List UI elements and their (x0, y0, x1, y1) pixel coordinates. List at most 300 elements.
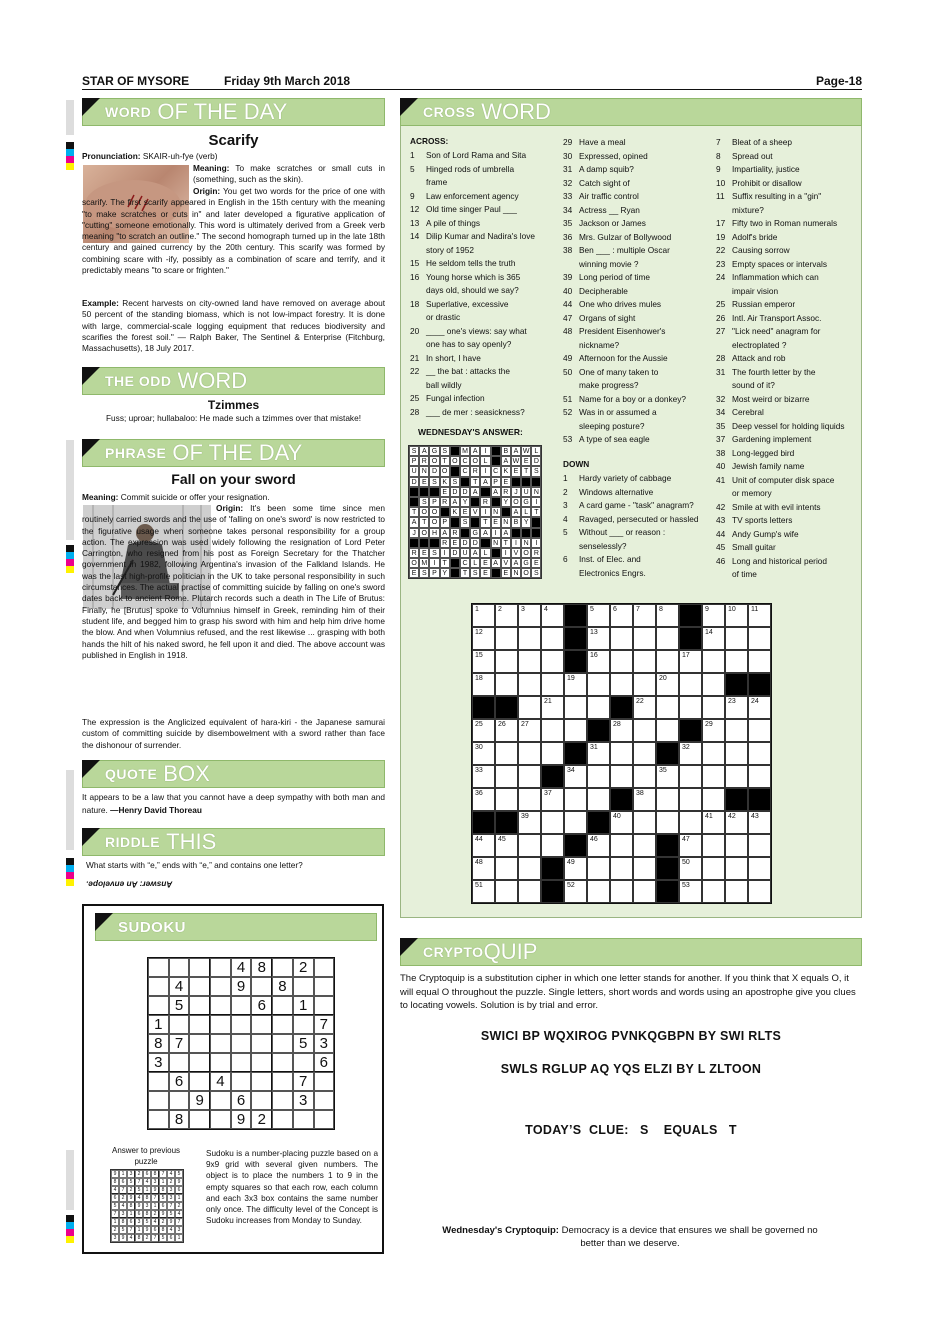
crossword-cell[interactable]: 28 (610, 719, 633, 742)
crossword-cell[interactable] (610, 650, 633, 673)
crossword-cell[interactable] (518, 788, 541, 811)
crossword-cell[interactable]: 48 (472, 857, 495, 880)
sudoku-cell[interactable] (251, 977, 272, 996)
answer-cell: I (511, 538, 521, 548)
clue-text: Expressed, opined (579, 150, 648, 161)
clue-text: Cerebral (732, 407, 764, 417)
sudoku-cell[interactable] (272, 1034, 293, 1053)
black-square (679, 719, 702, 742)
clue-number: 23 (716, 258, 726, 269)
sudoku-cell: 4 (210, 1072, 231, 1091)
black-square (748, 788, 771, 811)
sudoku-cell[interactable] (210, 1053, 231, 1072)
header-big: THIS (166, 829, 217, 854)
sudoku-cell[interactable] (251, 1034, 272, 1053)
clue-row (563, 298, 713, 312)
crossword-cell[interactable] (495, 673, 518, 696)
crossword-cell[interactable] (587, 673, 610, 696)
crossword-cell[interactable]: 21 (541, 696, 564, 719)
crossword-cell[interactable]: 40 (610, 811, 633, 834)
paper-name: STAR OF MYSORE (82, 74, 190, 88)
clue-number (563, 339, 579, 353)
crossword-cell[interactable] (610, 834, 633, 857)
crossword-cell[interactable] (541, 811, 564, 834)
crossword-cell[interactable] (541, 742, 564, 765)
clue-row (716, 312, 858, 326)
clue-row (716, 163, 858, 177)
crossword-cell[interactable] (702, 742, 725, 765)
crossword-cell[interactable]: 53 (679, 880, 702, 903)
answer-cell: R (419, 456, 429, 466)
black-square (470, 497, 480, 507)
crossword-cell[interactable] (679, 811, 702, 834)
crossword-cell[interactable] (656, 719, 679, 742)
crossword-cell[interactable] (748, 742, 771, 765)
crossword-cell[interactable]: 38 (633, 788, 656, 811)
phrase-title: Fall on your sword (171, 471, 296, 487)
crossword-cell[interactable] (495, 627, 518, 650)
answer-cell: O (429, 507, 439, 517)
prev-sudoku-grid (110, 1169, 184, 1243)
sudoku-cell[interactable] (314, 996, 335, 1015)
crossword-cell[interactable]: 10 (725, 604, 748, 627)
clue-number (410, 379, 426, 393)
crossword-cell[interactable] (518, 857, 541, 880)
crossword-cell[interactable] (495, 650, 518, 673)
clue-number: 9 (716, 164, 721, 174)
sudoku-cell[interactable] (231, 1015, 252, 1034)
crossword-cell[interactable] (633, 673, 656, 696)
clue-number (563, 540, 579, 554)
crossword-cell[interactable] (518, 650, 541, 673)
sudoku-cell[interactable] (210, 1110, 231, 1129)
header-big: WORD (177, 368, 248, 393)
crossword-cell[interactable] (495, 880, 518, 903)
sudoku-cell[interactable] (148, 1091, 169, 1110)
sudoku-cell[interactable] (148, 1110, 169, 1129)
clue-text: one has to say openly? (426, 339, 512, 349)
clue-row (563, 150, 713, 164)
crossword-cell[interactable]: 34 (564, 765, 587, 788)
crossword-cell[interactable] (748, 834, 771, 857)
crossword-cell[interactable] (518, 834, 541, 857)
answer-cell: E (501, 477, 511, 487)
crossword-cell[interactable]: 16 (587, 650, 610, 673)
clue-row (410, 311, 560, 325)
sudoku-cell[interactable] (189, 1034, 210, 1053)
sudoku-cell[interactable] (189, 958, 210, 977)
answer-cell: E (460, 507, 470, 517)
clue-text: ball wildly (426, 379, 462, 390)
crossword-cell[interactable] (587, 765, 610, 788)
crossword-cell[interactable]: 45 (495, 834, 518, 857)
crossword-cell[interactable]: 29 (702, 719, 725, 742)
crossword-cell[interactable] (518, 880, 541, 903)
crossword-cell[interactable]: 18 (472, 673, 495, 696)
origin-text: You get two words for the price of one with scarify. The first scarify appeared in English in the 15th century with the meaning "to make scratches or cuts in" and later developed a figurative application of "cutting" someone emotionally. This word is ultimately derived from a Greek verb meaning "to scratch an outline." The second homograph turned up in the late 18th century and gained currency by the 20th century. This scarify was formed by combining scare with -ify, possibly as a combination of scare and terrify, and it predictably means "to scare or frighten." (82, 186, 386, 276)
sudoku-cell[interactable] (272, 1072, 293, 1091)
crossword-cell[interactable] (587, 857, 610, 880)
answer-cell: E (531, 558, 541, 568)
crossword-cell[interactable]: 3 (518, 604, 541, 627)
crossword-cell[interactable]: 42 (725, 811, 748, 834)
crossword-cell[interactable] (679, 673, 702, 696)
riddle-question: What starts with “e,” ends with “e,” and contains one letter? (86, 860, 303, 870)
answer-cell: T (460, 568, 470, 578)
crossword-cell[interactable] (541, 834, 564, 857)
sudoku-cell[interactable] (148, 1072, 169, 1091)
clue-row (563, 352, 713, 366)
crossword-cell[interactable]: 50 (679, 857, 702, 880)
sudoku-cell[interactable] (272, 1015, 293, 1034)
crossword-cell[interactable] (748, 880, 771, 903)
crossword-cell[interactable] (725, 880, 748, 903)
crossword-cell[interactable] (748, 765, 771, 788)
answer-cell: O (521, 568, 531, 578)
prev-sudoku-cell: 4 (151, 1218, 159, 1226)
sudoku-cell[interactable] (251, 1053, 272, 1072)
clue-text: Unit of computer disk space (732, 474, 835, 485)
crossword-cell[interactable]: 17 (679, 650, 702, 673)
sudoku-cell[interactable] (210, 1015, 231, 1034)
black-square (495, 811, 518, 834)
sudoku-cell[interactable] (148, 977, 169, 996)
crossword-cell[interactable] (610, 627, 633, 650)
clue-number: 38 (716, 447, 726, 458)
sudoku-cell[interactable] (189, 1072, 210, 1091)
sudoku-cell[interactable] (251, 1091, 272, 1110)
crossword-cell[interactable] (725, 719, 748, 742)
crossword-cell[interactable]: 33 (472, 765, 495, 788)
crossword-cell[interactable]: 51 (472, 880, 495, 903)
crossword-cell[interactable]: 13 (587, 627, 610, 650)
clue-row (410, 203, 560, 217)
sudoku-cell[interactable] (272, 958, 293, 977)
prev-sudoku-cell: 1 (135, 1226, 143, 1234)
clue-row (563, 231, 713, 245)
crossword-cell[interactable] (748, 857, 771, 880)
clue-text: Inst. of Elec. and (579, 554, 641, 564)
crossword-cell[interactable] (564, 788, 587, 811)
crossword-cell[interactable]: 20 (656, 673, 679, 696)
sudoku-cell[interactable] (189, 996, 210, 1015)
clue-row (716, 190, 858, 204)
black-square (531, 528, 541, 538)
crossword-cell[interactable]: 32 (679, 742, 702, 765)
crossword-cell[interactable] (656, 811, 679, 834)
sudoku-cell[interactable] (148, 958, 169, 977)
black-square (531, 477, 541, 487)
sudoku-cell[interactable] (293, 977, 314, 996)
crossword-cell[interactable] (633, 834, 656, 857)
clue-text: Superlative, excessive (426, 298, 509, 309)
crossword-cell[interactable] (633, 765, 656, 788)
prev-sudoku-cell: 3 (119, 1210, 127, 1218)
black-square (419, 487, 429, 497)
crossword-cell[interactable] (610, 880, 633, 903)
crossword-cell[interactable]: 24 (748, 696, 771, 719)
crossword-cell[interactable] (518, 765, 541, 788)
crossword-cell[interactable] (656, 650, 679, 673)
crossword-cell[interactable] (610, 857, 633, 880)
crossword-cell[interactable] (610, 673, 633, 696)
answer-cell: O (470, 456, 480, 466)
black-square (472, 811, 495, 834)
crossword-cell[interactable] (633, 857, 656, 880)
clue-number: 34 (716, 407, 726, 417)
crossword-cell[interactable] (564, 811, 587, 834)
sudoku-cell[interactable] (231, 1034, 252, 1053)
crossword-cell[interactable] (633, 811, 656, 834)
crossword-cell[interactable] (748, 627, 771, 650)
crossword-cell[interactable] (656, 696, 679, 719)
color-marks (66, 142, 74, 170)
answer-cell: A (440, 528, 450, 538)
crossword-cell[interactable]: 49 (564, 857, 587, 880)
crossword-cell[interactable] (656, 627, 679, 650)
crossword-cell[interactable] (725, 834, 748, 857)
crossword-cell[interactable]: 19 (564, 673, 587, 696)
answer-cell: G (521, 558, 531, 568)
sudoku-cell[interactable] (231, 1072, 252, 1091)
crossword-cell[interactable]: 6 (610, 604, 633, 627)
sudoku-cell: 5 (169, 996, 190, 1015)
sudoku-cell[interactable] (293, 1015, 314, 1034)
prev-sudoku-cell: 7 (151, 1234, 159, 1242)
sudoku-cell[interactable] (189, 977, 210, 996)
clue-number (410, 284, 426, 298)
sudoku-cell[interactable] (251, 1015, 272, 1034)
crossword-cell[interactable] (702, 834, 725, 857)
crossword-cell[interactable]: 27 (518, 719, 541, 742)
crossword-cell[interactable]: 15 (472, 650, 495, 673)
crossword-cell[interactable]: 23 (725, 696, 748, 719)
sudoku-cell[interactable] (314, 958, 335, 977)
sudoku-description: Sudoku is a number-placing puzzle based on a 9x9 grid with several given numbers. The object is to place the numbers 1 to 9 in the empty squares so that each row, each column and each 3x3 box contains the same number only once. The difficulty level of the Concept is Sudoku increases from Monday to Sunday. (206, 1149, 378, 1226)
sudoku-cell[interactable] (231, 1053, 252, 1072)
clue-number: 34 (563, 204, 573, 215)
crossword-cell[interactable]: 22 (633, 696, 656, 719)
crossword-cell[interactable] (495, 742, 518, 765)
sudoku-cell[interactable] (210, 1034, 231, 1053)
crossword-cell[interactable] (702, 788, 725, 811)
crossword-cell[interactable] (679, 696, 702, 719)
clue-text: Impartiality, justice (732, 164, 800, 174)
answer-cell: O (419, 507, 429, 517)
crossword-cell[interactable] (495, 857, 518, 880)
crossword-cell[interactable] (587, 788, 610, 811)
black-square (460, 477, 470, 487)
crossword-cell[interactable] (633, 742, 656, 765)
sudoku-cell[interactable] (314, 1072, 335, 1091)
crossword-cell[interactable] (725, 650, 748, 673)
crossword-cell[interactable]: 14 (702, 627, 725, 650)
sudoku-cell[interactable] (189, 1110, 210, 1129)
black-square (725, 673, 748, 696)
crossword-cell[interactable]: 12 (472, 627, 495, 650)
crossword-cell[interactable] (633, 650, 656, 673)
answer-cell: T (521, 466, 531, 476)
phrase-meaning (82, 492, 385, 503)
crossword-cell[interactable]: 35 (656, 765, 679, 788)
sudoku-cell[interactable] (148, 996, 169, 1015)
black-square (610, 788, 633, 811)
crossword-cell[interactable] (495, 788, 518, 811)
sudoku-cell[interactable] (231, 996, 252, 1015)
crossword-cell[interactable] (518, 742, 541, 765)
clue-row (410, 190, 560, 204)
sudoku-cell[interactable] (189, 1015, 210, 1034)
answer-cell: G (429, 446, 439, 456)
clue-row (716, 231, 858, 245)
clue-text: frame (426, 177, 448, 187)
crossword-cell[interactable] (656, 788, 679, 811)
sudoku-cell[interactable] (210, 977, 231, 996)
crossword-cell[interactable]: 44 (472, 834, 495, 857)
crossword-cell[interactable]: 26 (495, 719, 518, 742)
prev-sudoku-cell: 9 (159, 1210, 167, 1218)
crossword-cell[interactable] (725, 765, 748, 788)
answer-cell: S (470, 568, 480, 578)
answer-cell: A (491, 487, 501, 497)
sudoku-cell[interactable] (314, 977, 335, 996)
crossword-cell[interactable] (702, 673, 725, 696)
crossword-cell[interactable] (610, 742, 633, 765)
crossword-cell[interactable] (518, 696, 541, 719)
sudoku-cell[interactable] (251, 1072, 272, 1091)
sudoku-cell[interactable] (272, 1053, 293, 1072)
clue-row (563, 567, 713, 581)
crossword-cell[interactable]: 41 (702, 811, 725, 834)
sudoku-cell[interactable] (169, 1091, 190, 1110)
crossword-cell[interactable] (702, 650, 725, 673)
crossword-cell[interactable] (633, 880, 656, 903)
crossword-cell[interactable]: 39 (518, 811, 541, 834)
black-square (656, 742, 679, 765)
black-square (587, 811, 610, 834)
crossword-cell[interactable] (702, 880, 725, 903)
crossword-cell[interactable] (702, 857, 725, 880)
crossword-cell[interactable] (564, 719, 587, 742)
crossword-cell[interactable] (748, 719, 771, 742)
crossword-cell[interactable] (725, 627, 748, 650)
clue-row (410, 406, 560, 420)
sudoku-cell: 4 (231, 958, 252, 977)
clue-row (716, 285, 858, 299)
answer-cell: I (440, 548, 450, 558)
sudoku-cell[interactable] (293, 1053, 314, 1072)
clue-text: Andy Gump's wife (732, 528, 799, 539)
crossword-cell[interactable]: 1 (472, 604, 495, 627)
crossword-cell[interactable]: 7 (633, 604, 656, 627)
crossword-cell[interactable]: 37 (541, 788, 564, 811)
crossword-cell[interactable] (633, 627, 656, 650)
sudoku-cell[interactable] (314, 1091, 335, 1110)
gutter-bar (66, 100, 74, 135)
sudoku-header (95, 913, 377, 941)
crossword-cell[interactable]: 43 (748, 811, 771, 834)
sudoku-cell[interactable] (189, 1053, 210, 1072)
sudoku-cell[interactable] (272, 1091, 293, 1110)
prev-sudoku-cell: 2 (119, 1194, 127, 1202)
crossword-cell[interactable] (679, 788, 702, 811)
crossword-cell[interactable] (633, 719, 656, 742)
crossword-cell[interactable] (702, 696, 725, 719)
sudoku-cell[interactable] (169, 958, 190, 977)
clue-row (716, 474, 858, 488)
crossword-cell[interactable]: 4 (541, 604, 564, 627)
crossword-cell[interactable]: 52 (564, 880, 587, 903)
crossword-cell[interactable] (541, 719, 564, 742)
quote-text: It appears to be a law that you cannot have a deep sympathy with both man and nature. (82, 792, 385, 815)
clue-row (563, 499, 713, 513)
meaning-label: Meaning: (193, 163, 230, 173)
clue-number (410, 244, 426, 258)
clue-text: Ravaged, persecuted or hassled (579, 513, 699, 524)
crossword-cell[interactable] (518, 673, 541, 696)
crossword-cell[interactable] (541, 673, 564, 696)
crossword-cell[interactable] (587, 696, 610, 719)
crossword-cell[interactable] (541, 627, 564, 650)
sudoku-cell[interactable] (169, 1015, 190, 1034)
sudoku-cell[interactable] (210, 1091, 231, 1110)
crossword-cell[interactable] (610, 765, 633, 788)
sudoku-cell[interactable] (272, 1110, 293, 1129)
sudoku-cell[interactable] (314, 1110, 335, 1129)
crossword-cell[interactable] (541, 650, 564, 673)
crossword-cell[interactable]: 36 (472, 788, 495, 811)
crossword-cell[interactable] (725, 857, 748, 880)
clue-row (563, 136, 713, 150)
crossword-cell[interactable]: 8 (656, 604, 679, 627)
answer-cell: R (470, 466, 480, 476)
black-square (656, 880, 679, 903)
black-square (450, 558, 460, 568)
crossword-cell[interactable] (702, 765, 725, 788)
sudoku-cell[interactable] (169, 1053, 190, 1072)
crossword-cell[interactable]: 47 (679, 834, 702, 857)
crossword-cell[interactable] (518, 627, 541, 650)
answer-cell: N (531, 487, 541, 497)
sudoku-cell[interactable] (293, 1110, 314, 1129)
crossword-cell[interactable] (495, 765, 518, 788)
crossword-cell[interactable]: 2 (495, 604, 518, 627)
crossword-cell[interactable] (748, 650, 771, 673)
crossword-cell[interactable]: 9 (702, 604, 725, 627)
clue-number: 36 (563, 231, 573, 242)
clue-text: make progress? (579, 380, 639, 390)
sudoku-cell[interactable] (210, 996, 231, 1015)
answer-cell: W (522, 448, 530, 455)
crossword-cell[interactable]: 25 (472, 719, 495, 742)
crossword-cell[interactable] (587, 880, 610, 903)
clue-number: 19 (716, 231, 726, 242)
sudoku-cell: 6 (314, 1053, 335, 1072)
clue-row (716, 271, 858, 285)
sudoku-cell[interactable] (210, 958, 231, 977)
crossword-cell[interactable]: 11 (748, 604, 771, 627)
crossword-cell[interactable]: 30 (472, 742, 495, 765)
crossword-cell[interactable]: 31 (587, 742, 610, 765)
crossword-cell[interactable]: 46 (587, 834, 610, 857)
crossword-cell[interactable] (725, 742, 748, 765)
crossword-cell[interactable] (564, 696, 587, 719)
crossword-cell[interactable]: 5 (587, 604, 610, 627)
header-big: QUIP (483, 939, 538, 964)
crossword-cell[interactable] (679, 765, 702, 788)
sudoku-cell[interactable] (272, 996, 293, 1015)
across-clues-col1 (410, 149, 560, 419)
